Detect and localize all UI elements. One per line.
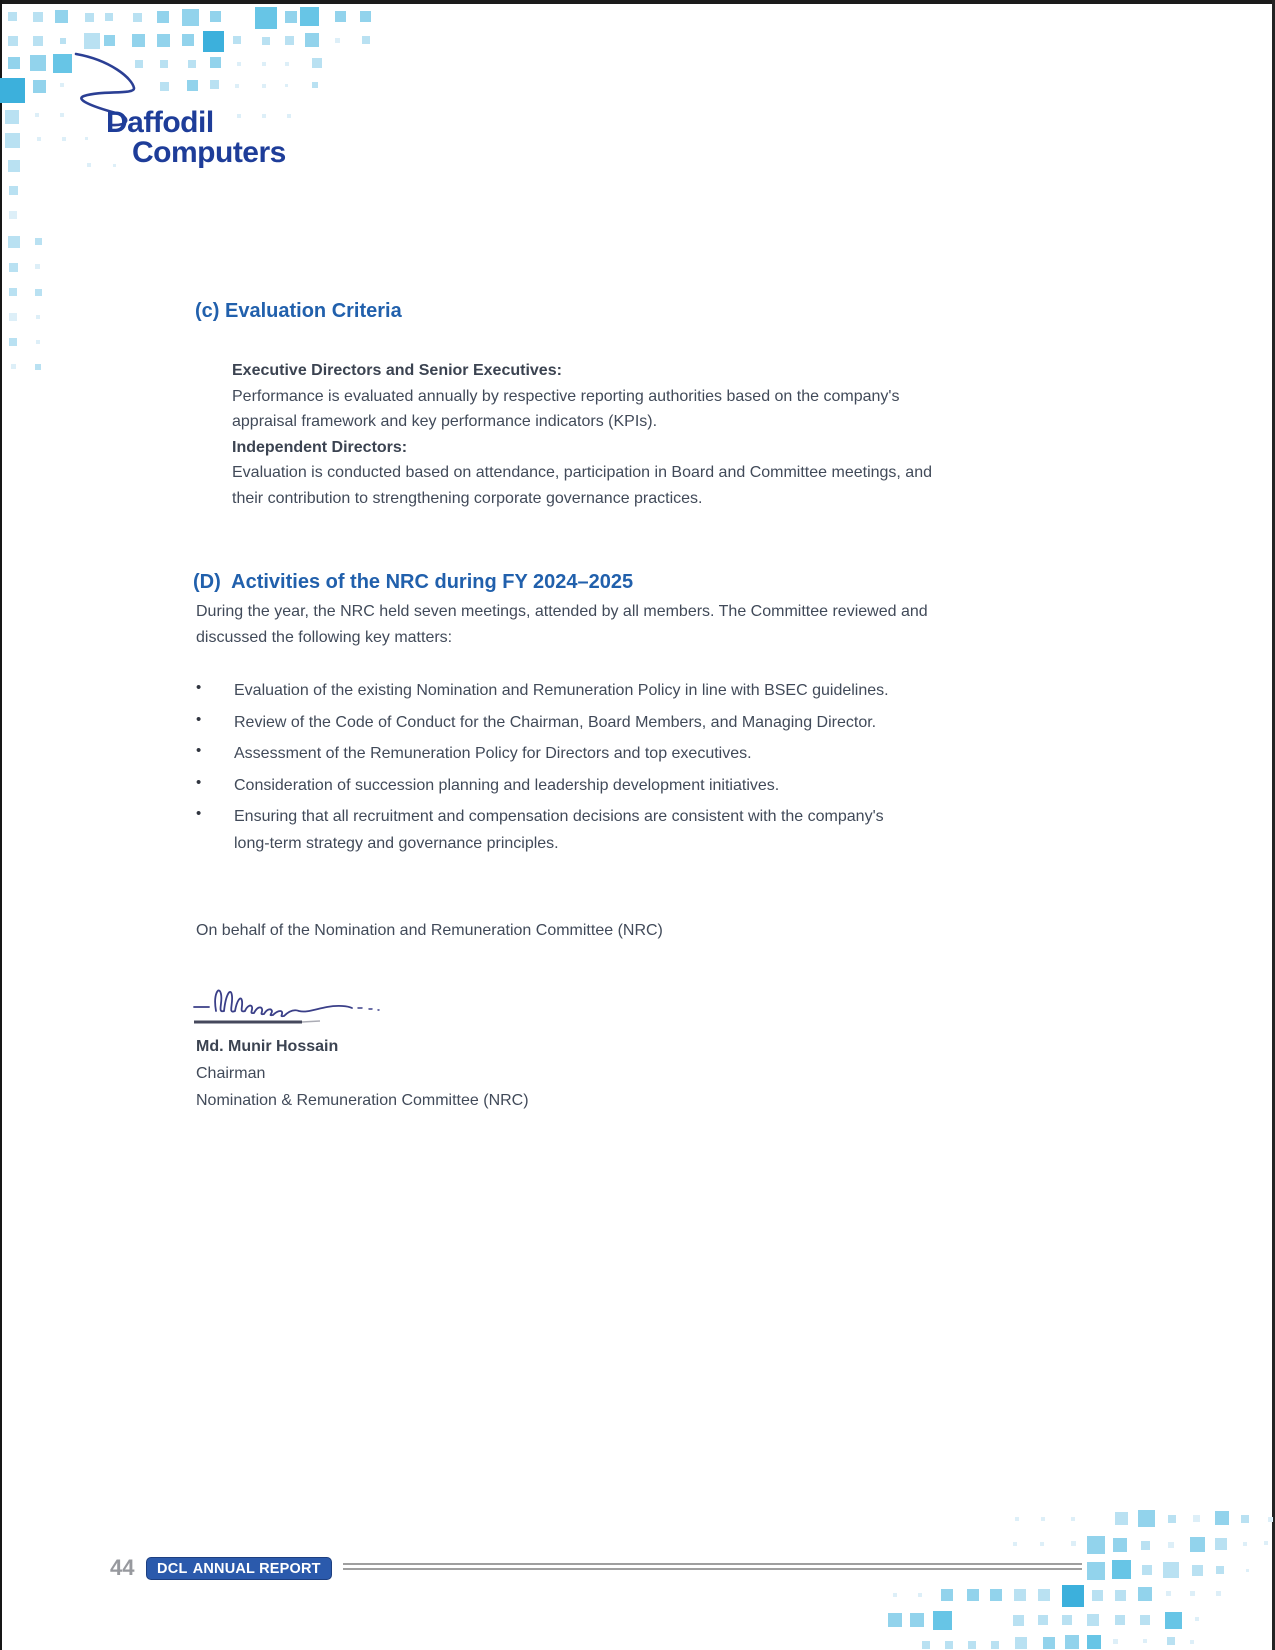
decor-square bbox=[1141, 1541, 1150, 1550]
report-badge bbox=[146, 1557, 332, 1580]
decor-square bbox=[262, 62, 266, 66]
decor-square bbox=[305, 33, 319, 47]
decor-square bbox=[237, 62, 241, 66]
decor-square bbox=[60, 38, 66, 44]
decor-square bbox=[910, 1613, 924, 1627]
decor-square bbox=[5, 133, 20, 148]
bullet-dot: • bbox=[196, 742, 202, 759]
decor-square bbox=[105, 13, 113, 21]
decor-square bbox=[1216, 1566, 1224, 1574]
decor-square bbox=[888, 1613, 902, 1627]
decor-square bbox=[1165, 1612, 1182, 1629]
logo-line2: Computers bbox=[132, 136, 286, 169]
decor-square bbox=[55, 10, 68, 23]
decor-square bbox=[945, 1641, 953, 1649]
decor-square bbox=[1215, 1511, 1229, 1525]
decor-square bbox=[187, 80, 198, 91]
decor-square bbox=[35, 113, 39, 117]
decor-square bbox=[1038, 1589, 1050, 1601]
bullet-dot: • bbox=[196, 710, 202, 728]
decor-square bbox=[1015, 1517, 1019, 1521]
decor-square bbox=[1113, 1639, 1118, 1644]
decor-square bbox=[36, 340, 40, 344]
decor-square bbox=[9, 288, 17, 296]
decor-square bbox=[30, 55, 46, 71]
decor-square bbox=[5, 110, 19, 124]
decor-square bbox=[360, 11, 371, 22]
section-c-line: Evaluation is conducted based on attendance, participation in Board and Committee meetings, and bbox=[232, 464, 932, 481]
decor-square bbox=[9, 313, 17, 321]
section-c-line: appraisal framework and key performance indicators (KPIs). bbox=[232, 413, 658, 430]
decor-square bbox=[893, 1593, 897, 1597]
section-c-paragraphs bbox=[232, 358, 932, 511]
bullet-item bbox=[196, 741, 889, 768]
decor-square bbox=[1115, 1615, 1125, 1625]
decor-square bbox=[1115, 1590, 1126, 1601]
decor-square bbox=[1195, 1617, 1199, 1621]
decor-square bbox=[182, 34, 194, 46]
scan-edge-left bbox=[0, 0, 2, 1650]
decor-square bbox=[62, 137, 66, 141]
decor-square bbox=[1065, 1635, 1079, 1649]
decor-square bbox=[9, 186, 18, 195]
decor-square bbox=[210, 80, 219, 89]
decor-square bbox=[1142, 1565, 1152, 1575]
decor-square bbox=[1264, 1541, 1268, 1545]
scan-edge-top bbox=[0, 0, 1275, 4]
signatory-title: Chairman bbox=[196, 1065, 266, 1082]
decor-square bbox=[160, 60, 168, 68]
decor-square bbox=[85, 13, 94, 22]
decor-square bbox=[1014, 1589, 1026, 1601]
decor-square bbox=[285, 84, 288, 87]
decor-square bbox=[60, 113, 64, 117]
badge-dcl-label: DCL bbox=[157, 1560, 188, 1577]
decor-square bbox=[312, 82, 318, 88]
decor-square bbox=[990, 1589, 1002, 1601]
section-d-intro-line: discussed the following key matters: bbox=[196, 628, 453, 646]
decor-square bbox=[8, 36, 18, 46]
bullet-text: Evaluation of the existing Nomination and Remuneration Policy in line with BSEC guidelines. bbox=[234, 682, 889, 699]
bullet-text: Review of the Code of Conduct for the Chairman, Board Members, and Managing Director. bbox=[234, 713, 877, 731]
section-d-intro-line: During the year, the NRC held seven meetings, attended by all members. The Committee reviewed and bbox=[196, 603, 928, 620]
footer-divider-line bbox=[343, 1563, 1082, 1570]
decor-square bbox=[1193, 1515, 1200, 1522]
decor-square bbox=[1138, 1587, 1152, 1601]
signature-image bbox=[192, 980, 402, 1028]
decor-square bbox=[1092, 1590, 1103, 1601]
decor-square bbox=[262, 84, 266, 88]
decor-square bbox=[1038, 1615, 1048, 1625]
decor-square bbox=[312, 58, 322, 68]
decor-square bbox=[132, 34, 145, 47]
decor-square bbox=[918, 1593, 922, 1597]
decor-square bbox=[1087, 1536, 1105, 1554]
decor-square bbox=[1166, 1591, 1171, 1596]
decor-square bbox=[968, 1641, 976, 1649]
decor-square bbox=[1246, 1569, 1249, 1572]
decor-square bbox=[8, 236, 20, 248]
decor-square bbox=[33, 36, 43, 46]
decor-square bbox=[1168, 1515, 1176, 1523]
decor-square bbox=[1168, 1542, 1174, 1548]
decor-square bbox=[285, 36, 294, 45]
section-c-line: Performance is evaluated annually by respective reporting authorities based on the company's bbox=[232, 387, 900, 405]
decor-square bbox=[255, 7, 277, 29]
decor-square bbox=[362, 36, 370, 44]
logo-line1: Daffodil bbox=[106, 106, 214, 139]
decor-square bbox=[1140, 1615, 1150, 1625]
bullet-item bbox=[196, 678, 889, 705]
decor-square bbox=[300, 7, 319, 26]
decor-square bbox=[188, 60, 196, 68]
decor-square bbox=[9, 338, 17, 346]
decor-square bbox=[35, 364, 41, 370]
decor-square bbox=[157, 11, 169, 23]
decor-square bbox=[1040, 1542, 1044, 1546]
bullet-dot: • bbox=[196, 805, 202, 822]
bullet-text: Consideration of succession planning and leadership development initiatives. bbox=[234, 776, 780, 794]
decor-square bbox=[8, 57, 20, 69]
decor-square bbox=[1015, 1637, 1027, 1649]
decor-square bbox=[1190, 1591, 1195, 1596]
decor-square bbox=[1112, 1560, 1131, 1579]
section-c-line: Independent Directors: bbox=[232, 438, 408, 456]
decor-square bbox=[1062, 1585, 1084, 1607]
decor-square bbox=[1215, 1538, 1227, 1550]
decor-square bbox=[285, 11, 297, 23]
decor-square bbox=[35, 238, 42, 245]
decor-square bbox=[335, 11, 346, 22]
on-behalf-line: On behalf of the Nomination and Remuneration Committee (NRC) bbox=[196, 922, 663, 939]
badge-annual-report-label: ANNUAL REPORT bbox=[192, 1560, 321, 1577]
decor-square bbox=[157, 34, 170, 47]
decor-square bbox=[210, 11, 221, 22]
decor-square bbox=[1143, 1639, 1147, 1643]
decor-square bbox=[1192, 1565, 1203, 1576]
decor-square bbox=[36, 315, 40, 319]
decor-square bbox=[203, 31, 224, 52]
signatory-committee: Nomination & Remuneration Committee (NRC) bbox=[196, 1092, 529, 1109]
section-c-heading: (c) Evaluation Criteria bbox=[195, 300, 402, 322]
decor-square bbox=[1087, 1635, 1101, 1649]
company-logo bbox=[106, 108, 286, 168]
decor-square bbox=[967, 1589, 979, 1601]
decor-square bbox=[262, 37, 270, 45]
decor-square bbox=[8, 160, 20, 172]
bullet-dot: • bbox=[196, 679, 202, 696]
decor-square bbox=[1043, 1637, 1055, 1649]
decor-square bbox=[335, 38, 340, 43]
decor-square bbox=[991, 1641, 999, 1649]
bullet-text: Ensuring that all recruitment and compensation decisions are consistent with the company's long-term strategy and governance principles. bbox=[234, 808, 884, 852]
section-d-intro bbox=[196, 599, 928, 650]
decor-square bbox=[1138, 1510, 1155, 1527]
decor-square bbox=[11, 364, 16, 369]
decor-square bbox=[233, 36, 241, 44]
decor-square bbox=[1041, 1517, 1045, 1521]
section-c-line: Executive Directors and Senior Executives: bbox=[232, 362, 562, 379]
decor-square bbox=[84, 33, 100, 49]
decor-square bbox=[182, 9, 199, 26]
decor-square bbox=[1163, 1562, 1179, 1578]
decor-square bbox=[37, 137, 41, 141]
decor-square bbox=[1268, 1517, 1273, 1522]
decor-square bbox=[210, 57, 221, 68]
decor-square bbox=[1113, 1538, 1127, 1552]
decor-square bbox=[922, 1641, 930, 1649]
decor-square bbox=[1087, 1614, 1099, 1626]
decor-square bbox=[1115, 1512, 1128, 1525]
decor-square bbox=[33, 12, 43, 22]
section-d-bullet-list bbox=[196, 678, 889, 862]
page-number: 44 bbox=[110, 1555, 135, 1580]
decor-square bbox=[1013, 1615, 1024, 1626]
decor-square bbox=[1190, 1640, 1194, 1644]
decor-square bbox=[33, 80, 46, 93]
decor-square bbox=[35, 264, 40, 269]
decor-square bbox=[285, 62, 289, 66]
decor-square bbox=[1190, 1537, 1205, 1552]
section-d-heading: (D) Activities of the NRC during FY 2024–2025 bbox=[193, 571, 634, 593]
decor-square bbox=[235, 84, 239, 88]
decor-square bbox=[1087, 1562, 1105, 1580]
decor-square bbox=[87, 163, 91, 167]
decor-square bbox=[1243, 1542, 1247, 1546]
bullet-item bbox=[196, 773, 889, 800]
decor-square bbox=[1167, 1637, 1175, 1645]
decor-square bbox=[85, 137, 88, 140]
decor-square bbox=[0, 78, 25, 103]
decor-square bbox=[1071, 1517, 1075, 1521]
decor-square bbox=[9, 263, 18, 272]
decor-square bbox=[9, 211, 17, 219]
decor-square bbox=[1216, 1591, 1221, 1596]
bullet-item bbox=[196, 804, 889, 857]
decor-square bbox=[1241, 1515, 1249, 1523]
decor-square bbox=[933, 1611, 952, 1630]
decor-square bbox=[53, 54, 72, 73]
decor-square bbox=[1062, 1615, 1072, 1625]
bullet-item bbox=[196, 710, 889, 737]
section-c-line: their contribution to strengthening corporate governance practices. bbox=[232, 489, 703, 507]
decor-square bbox=[133, 13, 142, 22]
decor-square bbox=[104, 35, 115, 46]
signatory-name: Md. Munir Hossain bbox=[196, 1038, 339, 1055]
decor-square bbox=[160, 82, 169, 91]
bullet-dot: • bbox=[196, 773, 202, 791]
decor-square bbox=[1013, 1542, 1017, 1546]
decor-square bbox=[35, 289, 42, 296]
decor-square bbox=[60, 83, 64, 87]
decor-square bbox=[8, 12, 17, 21]
bullet-text: Assessment of the Remuneration Policy for Directors and top executives. bbox=[234, 745, 752, 762]
decor-square bbox=[287, 114, 291, 118]
decor-square bbox=[1071, 1541, 1076, 1546]
decor-square bbox=[941, 1589, 953, 1601]
